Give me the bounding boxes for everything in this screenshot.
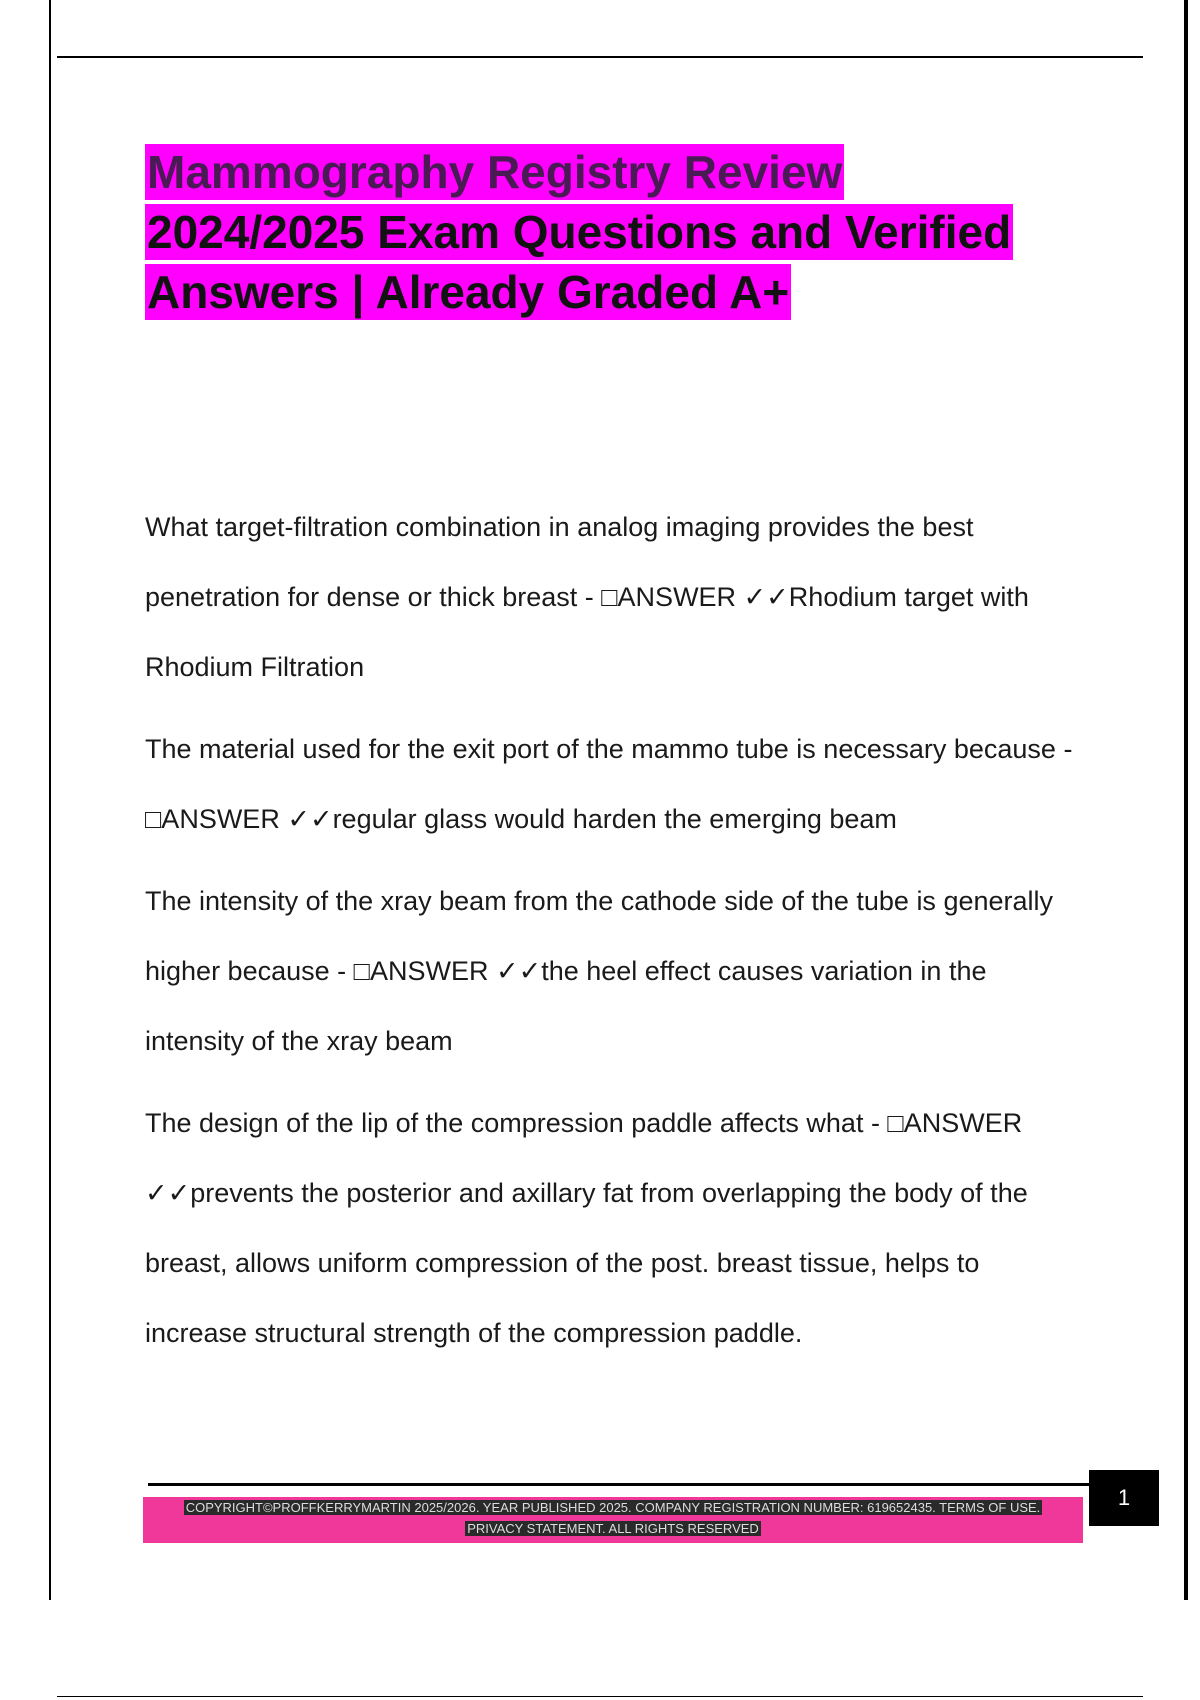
- footer-divider: [148, 1483, 1090, 1486]
- document-title: [145, 144, 1105, 324]
- copyright-line-2: PRIVACY STATEMENT. ALL RIGHTS RESERVED: [467, 1521, 759, 1536]
- question-list: [145, 492, 1085, 1380]
- question-answer-1: What target-filtration combination in analog imaging provides the best penetration for dense or thick breast - □ANSWER ✓✓Rhodium target with Rhodium Filtration: [145, 512, 1029, 682]
- question-answer-3: The intensity of the xray beam from the cathode side of the tube is generally higher because - □ANSWER ✓✓the heel effect causes variation in the intensity of the xray beam: [145, 886, 1054, 1056]
- header-divider: [57, 56, 1143, 58]
- page-number: 1: [1089, 1470, 1159, 1526]
- bottom-divider: [57, 1696, 1143, 1697]
- page-border-left: [49, 0, 51, 1600]
- page-border-right: [1184, 0, 1188, 1600]
- title-line-3: Answers | Already Graded A+: [147, 266, 790, 318]
- copyright-footer: [143, 1497, 1083, 1543]
- copyright-line-1: COPYRIGHT©PROFFKERRYMARTIN 2025/2026. YEAR PUBLISHED 2025. COMPANY REGISTRATION NUMBER: 619652435. TERMS OF USE.: [185, 1500, 1041, 1515]
- title-line-1: Mammography Registry Review: [147, 146, 843, 198]
- question-answer-4: The design of the lip of the compression paddle affects what - □ANSWER ✓✓prevents the posterior and axillary fat from overlapping the body of the breast, allows uniform compression of the post. breast tissue, helps to increase structural strength of the compression paddle.: [145, 1108, 1028, 1348]
- question-answer-2: The material used for the exit port of the mammo tube is necessary because - □ANSWER ✓✓regular glass would harden the emerging beam: [145, 734, 1073, 834]
- title-line-2: 2024/2025 Exam Questions and Verified: [147, 206, 1012, 258]
